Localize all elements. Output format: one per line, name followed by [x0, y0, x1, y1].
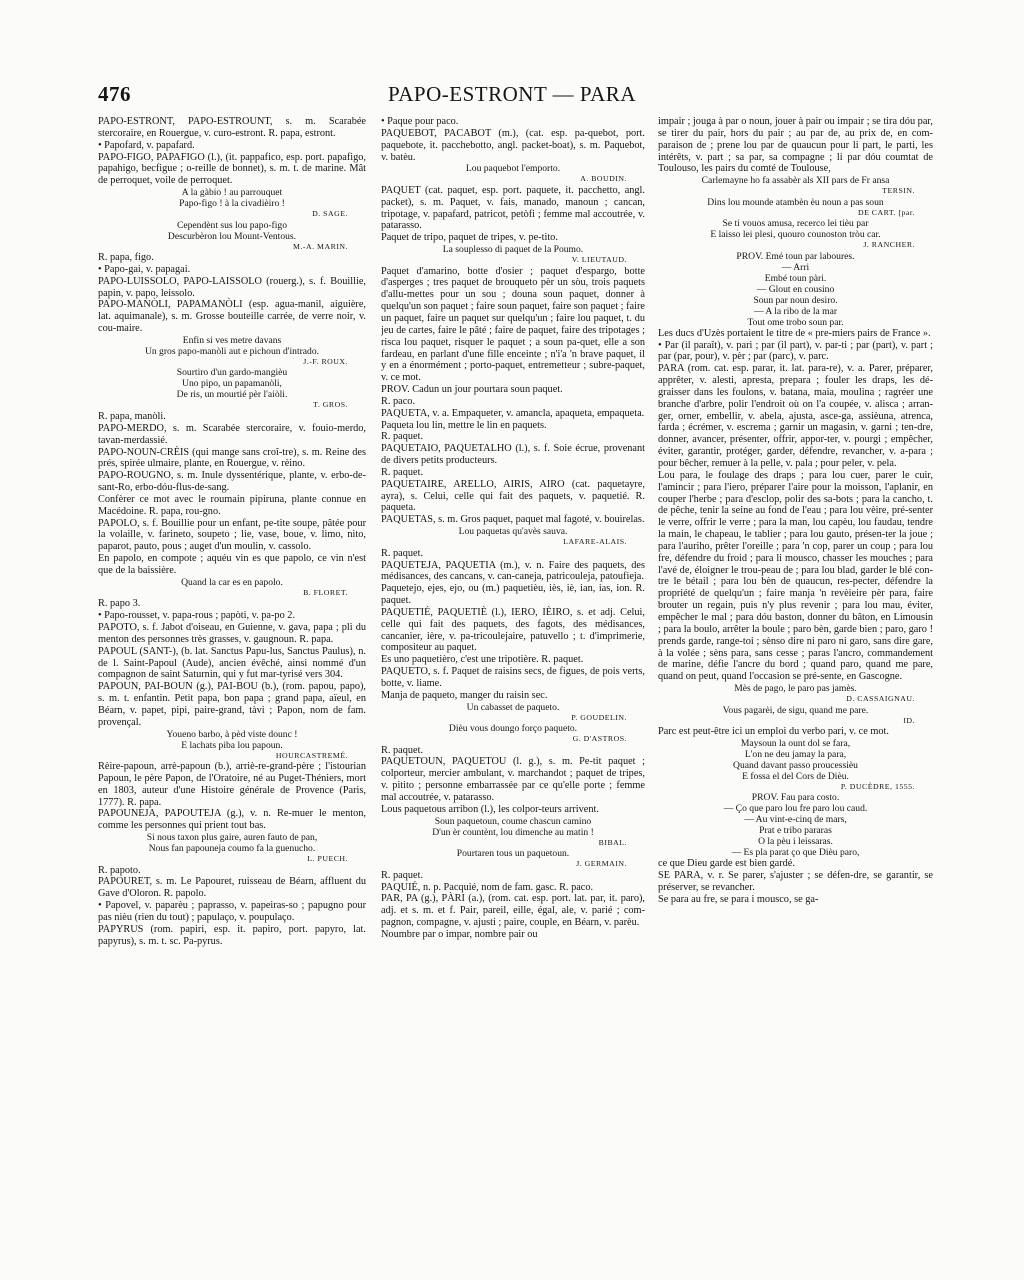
- entry-paragraph: PAPOUL (SANT-), (b. lat. Sanctus Papu-lus, Sanctus Paulus), n. de l. Saint-Papoul (Aude), ancien évêché, ainsi nommé d'un compagnon de saint Saturnin, qui y fut mar-tyrisé vers 304.: [98, 645, 366, 681]
- quotation-author: G. D'ASTROS.: [572, 734, 627, 744]
- entry-paragraph: • Paque pour paco.: [381, 116, 459, 127]
- quotation-line: Enfin si ves metre davans: [182, 334, 282, 346]
- entry-paragraph: Es uno paquetièro, c'est une tripotière. R. paquet.: [381, 654, 584, 666]
- quotation-line: PROV. Emé toun par laboures.: [736, 250, 855, 262]
- quotation-line: L'on ne deu jamay la para,: [744, 748, 847, 760]
- entry-paragraph: R. paquet.: [381, 869, 424, 881]
- entry-paragraph: Les ducs d'Uzès portaient le titre de « pre-miers pairs de France ».: [658, 327, 931, 339]
- quotation-author: P. GOUDELIN.: [571, 712, 627, 722]
- quotation-line: Uno pipo, un papamanòli,: [182, 378, 282, 390]
- quotation-line: — Arri: [781, 261, 810, 273]
- quotation-line: Soun paquetoun, coume chascun camino: [434, 815, 592, 827]
- entry-paragraph: R. papa, figo.: [98, 252, 154, 264]
- quotation-line: E laisso lei plesi, quouro counoston tròu car.: [710, 229, 881, 241]
- entry-paragraph: • Par (il paraît), v. pari ; par (il part), v. par-ti ; par (part), v. part ; par (par, pour), v. pèr ; par (parc), v. parc.: [658, 339, 933, 363]
- quotation-author: B. FLORET.: [303, 587, 348, 597]
- quotation-line: Prat e tribo pararas: [759, 825, 832, 837]
- quotation-line: De ris, un mourtié pèr l'aiòli.: [176, 389, 288, 401]
- entry-paragraph: PAQUETAIO, PAQUETALHO (l.), s. f. Soie écrue, provenant de divers petits producteurs.: [381, 443, 645, 467]
- quotation-line: — Es pla parat ço que Dièu paro,: [731, 847, 860, 859]
- page-header: [0, 82, 1024, 112]
- quotation-line: Nous fan papouneja coumo fa la guenucho.: [148, 843, 316, 855]
- entry-paragraph: • Papo-rousset, v. papa-rous ; papòti, v. pa-po 2.: [98, 610, 296, 622]
- quotation-author: D. SAGE.: [312, 209, 348, 219]
- entry-paragraph: R. paco.: [381, 395, 416, 407]
- quotation-line: PROV. Fau para costo.: [751, 792, 840, 804]
- entry-paragraph: SE PARA, v. r. Se parer, s'ajuster ; se défen-dre, se garantir, se préserver, se revancher.: [658, 870, 933, 894]
- entry-paragraph: PAPO-ESTRONT, PAPO-ESTROUNT, s. m. Scarabée stercoraire, en Rouergue, v. curo-estront. R. papa, estront.: [98, 116, 366, 139]
- quotation-author: J. GERMAIN.: [576, 859, 627, 869]
- entry-paragraph: PAPO-MANÒLI, PAPAMANÒLI (esp. agua-manil, aiguière, lat. aquimanale), s. m. Grosse bouteille carrée, de verre noir, v. cou-maire.: [98, 299, 366, 335]
- quotation-line: Maysoun la ount dol se fara,: [740, 737, 851, 749]
- entry-paragraph: PAQUETAIRE, ARELLO, AIRIS, AIRO (cat. paquetayre, ayra), s. Celui, celle qui fait des paquets, v. paquetié. R. paqueta.: [381, 478, 645, 514]
- quotation-author: HOURCASTREMÉ.: [275, 750, 348, 760]
- entry-paragraph: En papolo, en compote ; aquéu vin es que papolo, ce vin n'est que de la baissière.: [98, 553, 366, 576]
- entry-paragraph: Paqueta lou lin, mettre le lin en paquets.: [381, 419, 547, 431]
- quotation-line: Tout ome trobo soun par.: [747, 316, 844, 328]
- entry-paragraph: Paquet d'amarino, botte d'osier ; paquet d'espargo, botte d'asperges ; tres paquet de brouqueto pèr un sòu, trois paquets d'allu-mettes pour un sou ; douna soun paquet, donner à quelqu'un son paquet ; faire soun paquet, faire son paquet ; faire un paquet, faire un paquet sur quelqu'un ; faire lou paquet, t. du jeu de cartes, faire le pâté ; faire de paquet, faire des tripotages ; risca lou paquet, risquer le paquet ; a soun pa-quet, elle a son fardeau, en parlant d'une fille enceinte ; n'i'a 'n brave paquet, il y en a énormément ; porto-paquet, entremetteur ; subre-paquet, v. ce mot.: [381, 265, 645, 384]
- entry-paragraph: PAR, PA (g.), PÀRI (a.), (rom. cat. esp. port. lat. par, it. paro), adj. et s. m. et f. Pair, pareil, eille, égal, ale, v. parié ; com-pagnon, compagne, v. ajusti ; paire, couple, en Béarn, v. parèu.: [381, 893, 645, 929]
- entry-paragraph: Lous paquetous arribon (l.), les colpor-teurs arrivent.: [381, 803, 599, 815]
- entry-paragraph: R. papo 3.: [98, 598, 141, 610]
- quotation-author: J. RANCHER.: [863, 240, 915, 250]
- quotation-author: LAFARE-ALAIS.: [563, 537, 627, 547]
- entry-paragraph: Se para au fre, se para i mousco, se ga-: [658, 893, 819, 905]
- quotation-line: Youeno barbo, à pèd viste dounc !: [166, 728, 298, 740]
- entry-paragraph: R. paquet.: [381, 744, 424, 756]
- entry-paragraph: Lou para, le foulage des draps ; para lou cuer, parer le cuir, l'amincir ; para l'iero, préparer l'aire pour la moisson, l'aplanir, en couper l'herbe ; para d'esclop, polir des sa-bots ; para la cancho, t. de pêche, tenir la seine au fond de l'eau ; para lou vèire, pré-senter le verre, offrir le verre ; para la man, lou capèu, lou faudau, tendre la main, le chapeau, le tablier ; para lou gauto, présen-ter la joue ; para l'auriho, prêter l'oreille ; para 'n cop, parer un coup ; para lou fre, défendre du froid ; para li mousco, chasser les mouches ; para l'avé de, éloigner le trou-peau de ; para lou blad, garder le blé con-tre le bétail ; para lou bèn de quaucun, res-pecter, défendre la propriété de quelqu'un ; faire manja 'n revèieire pèr para, faire brouter un regain, puis n'y plus revenir ; para lou mau, éviter, empêcher le mal ; para dóu baston, donner du bâton, en Limousin ; para la boulo, arrêter la boule ; paro bèn, garde bien ; paro, garo ! prends garde, range-toi ; sènso dire ni paro ni garo, sans dire gare, à la volée ; sèns para, sans cesse ; paras l'ancro, commandement de marine, défie l'ancre du bord ; quand paro, quand me pare, quand on peut, quand l'occasion se pré-sente, en Gascogne.: [658, 469, 933, 683]
- entry-paragraph: PAPYRUS (rom. papiri, esp. it. papiro, port. papyro, lat. papyrus), s. m. t. sc. Pa-pyrus.: [98, 923, 366, 947]
- entry-paragraph: PROV. Cadun un jour pourtara soun paquet.: [381, 384, 563, 396]
- entry-paragraph: PAPOURET, s. m. Le Papouret, ruisseau de Béarn, affluent du Gave d'Oloron. R. papolo.: [98, 876, 366, 900]
- entry-paragraph: PAPOUN, PAI-BOUN (g.), PAI-BOU (b.), (rom. papou, papo), s. m. t. enfantin. Petit papa, bon papa ; grand papa, aïeul, en Béarn, v. papet, pipi, paire-grand, tàvi ; Papon, nom de fam. provençal.: [98, 681, 366, 728]
- quotation-line: La souplesso di paquet de la Poumo.: [442, 244, 584, 256]
- column-right: [658, 116, 933, 1218]
- entry-paragraph: ce que Dieu garde est bien gardé.: [658, 858, 795, 870]
- entry-paragraph: PAQUEBOT, PACABOT (m.), (cat. esp. pa-quebot, port. paquebote, it. pacchebotto, angl. packet-boat), s. m. Paquebot, v. batèu.: [381, 127, 645, 163]
- quotation-line: — Glout en cousino: [756, 283, 835, 295]
- entry-paragraph: PAQUETA, v. a. Empaqueter, v. amancla, apaqueta, empaqueta.: [381, 407, 645, 419]
- entry-paragraph: Paquetejo, ejes, ejo, ou (m.) paquetièu, iès, iè, ian, ias, ion. R. paquet.: [381, 583, 645, 607]
- entry-paragraph: R. paquet.: [381, 547, 424, 559]
- quotation-line: Papo-figo ! à la civadièiro !: [179, 198, 285, 210]
- entry-paragraph: Parc est peut-être ici un emploi du verbo pari, v. ce mot.: [658, 726, 889, 738]
- quotation-line: Mès de pago, le paro pas jamès.: [734, 683, 857, 695]
- entry-paragraph: R. papoto.: [98, 864, 141, 876]
- quotation-line: Descurbèron lou Mount-Ventous.: [167, 230, 297, 242]
- quotation-line: Lou paquetas qu'avès sauva.: [458, 526, 568, 538]
- entry-paragraph: • Papovel, v. paparèu ; paprasso, v. papeiras-so ; papugno pour pas nièu (rien du tout) ; papulaço, v. poupulaço.: [98, 900, 366, 923]
- quotation-author: L. PUECH.: [307, 854, 348, 864]
- quotation-line: Pourtaren tous un paquetoun.: [456, 848, 570, 860]
- quotation-line: Sourtiro d'un gardo-mangièu: [176, 367, 288, 379]
- entry-paragraph: impair ; jouga à par o noun, jouer à pair ou impair ; se tira dóu par, se tirer du pair, hors du pair ; au par de, au prix de, en com-paraison de ; prene lou par de quaucun pour li part, le parti, les intérêts, v. part ; sa par, sa compagne ; li par dóu coumtat de Toulouso, les pairs du comté de Toulouse,: [658, 116, 933, 175]
- quotation-line: Dièu vous doungo forço paqueto.: [448, 723, 578, 735]
- quotation-author: V. LIEUTAUD.: [571, 255, 627, 265]
- entry-paragraph: PARA (rom. cat. esp. parar, it. lat. para-re), v. a. Parer, préparer, apprêter, v. alesti, apresta, prepara ; fouler les draps, les dé-graisser dans les foulons, v. batana, maia, moulina ; ragréer une branche d'arbre, polir l'endroit où on l'a coupée, v. alisca ; arran-ger, orner, embellir, v. abela, ajusta, asce-ga, assièuna, atrenca, farda ; écrémer, v. escrema ; garnir un magasin, v. garni ; ten-dre, donner, avancer, présenter, offrir, appor-ter, v. pourgi ; empêcher, éviter, garantir, protéger, garder, défendre, revancher, v. a-para ; pour bêcher, remuer à la pelle, v. pala ; pour peler, v. pela.: [658, 363, 933, 469]
- quotation-line: Dins lou mounde atambèn èu noun a pas soun: [707, 196, 884, 208]
- entry-paragraph: Manja de paqueto, manger du raisin sec.: [381, 689, 548, 701]
- entry-paragraph: Rèire-papoun, arrè-papoun (b.), arriè-re-grand-père ; l'istourian Papoun, le père Papon, de l'Oratoire, né au Puget-Théniers, mort en 1803, auteur d'une Histoire générale de Provence (Paris, 1777). R. papa.: [98, 761, 366, 808]
- entry-paragraph: PAPO-LUISSOLO, PAPO-LAISSOLO (rouerg.), s. f. Bouillie, papin, v. papo, leissolo.: [98, 275, 366, 299]
- quotation-line: Embé toun pàri.: [764, 272, 827, 284]
- quotation-line: — Ço que paro lou fre paro lou caud.: [723, 803, 868, 815]
- quotation-line: Un gros papo-manòli aut e pichoun d'intrado.: [144, 345, 320, 357]
- quotation-line: O la pèu i leissaras.: [758, 836, 833, 848]
- page-number: 476: [98, 82, 131, 106]
- entry-paragraph: PAQUETAS, s. m. Gros paquet, paquet mal fagoté, v. bouirelas.: [381, 514, 645, 526]
- entry-paragraph: PAPOLO, s. f. Bouillie pour un enfant, pe-tite soupe, pâtée pour la volaille, v. farineto, soupeto ; lie, vase, boue, v. limo, nito, paparot, pauto, pous ; auget d'un moulin, v. cassolo.: [98, 517, 366, 553]
- entry-paragraph: • Papo-gai, v. papagai.: [98, 263, 191, 275]
- quotation-line: Quand davant passo proucessièu: [733, 759, 858, 771]
- quotation-author: BIBAL.: [598, 837, 627, 847]
- entry-paragraph: PAQUIÉ, n. p. Pacquié, nom de fam. gasc. R. paco.: [381, 881, 594, 893]
- quotation-line: Si nous taxon plus gaire, auren fauto de pan,: [146, 832, 318, 844]
- quotation-line: — Au vint-e-cinq de mars,: [744, 814, 847, 826]
- entry-paragraph: PAPO-MERDO, s. m. Scarabée stercoraire, v. fouio-merdo, tavan-merdassié.: [98, 422, 366, 446]
- quotation-line: Un cabasset de paqueto.: [466, 701, 560, 713]
- quotation-author: TERSIN.: [882, 186, 915, 196]
- entry-paragraph: Noumbre par o impar, nombre pair ou: [381, 928, 538, 940]
- quotation-author: DE CART. [par.: [857, 207, 915, 217]
- entry-paragraph: PAPOTO, s. f. Jabot d'oiseau, en Guienne, v. gava, papa ; pli du menton des personnes très grasses, v. gaugnoun. R. papa.: [98, 621, 366, 645]
- quotation-author: P. DUCÈDRE, 1555.: [840, 781, 915, 791]
- quotation-line: E lachats piba lou papoun.: [181, 739, 283, 751]
- entry-paragraph: PAPO-FIGO, PAPAFIGO (l.), (it. pappafico, esp. port. papafigo, papahigo, becfigue ; o-reille de bonnet), s. m. t. de marine. Mât de perroquet, voile de perroquet.: [98, 151, 366, 187]
- entry-paragraph: R. papa, manòli.: [98, 410, 166, 422]
- quotation-line: Soun par noun desiro.: [753, 294, 838, 306]
- quotation-author: ID.: [903, 715, 915, 725]
- quotation-line: Vous pagarèi, de sigu, quand me pare.: [722, 704, 869, 716]
- entry-paragraph: PAPOUNEJA, PAPOUTEJA (g.), v. n. Re-muer le menton, comme les personnes qui prient tout bas.: [98, 808, 366, 832]
- entry-paragraph: PAQUETIÉ, PAQUETIÈ (l.), IERO, IÈIRO, s. et adj. Celui, celle qui fait des paquets, des fagots, des médisances, cancanier, ière, v. pa-tricoulejaire, patuvello ; t. d'imprimerie, compositeur au paquet.: [381, 606, 645, 654]
- entry-paragraph: Paquet de tripo, paquet de tripes, v. pe-tito.: [381, 232, 558, 244]
- quotation-line: — A la ribo de la mar: [753, 305, 838, 317]
- entry-paragraph: R. paquet.: [381, 431, 424, 443]
- quotation-line: A la gàbio ! au parrouquet: [181, 187, 283, 199]
- quotation-author: J.-F. ROUX.: [303, 356, 348, 366]
- entry-paragraph: PAPO-NOUN-CRÈIS (qui mange sans croî-tre), s. m. Reine des prés, spirée ulmaire, plante, en Rouergue, v. rèino.: [98, 446, 366, 470]
- quotation-author: A. BOUDIN.: [580, 174, 627, 184]
- entry-paragraph: PAQUETO, s. f. Paquet de raisins secs, de figues, de pois verts, botte, v. liame.: [381, 666, 645, 689]
- entry-paragraph: PAQUET (cat. paquet, esp. port. paquete, it. pacchetto, angl. packet), s. m. Paquet, v. fais, manado, manoun ; cancan, tripotage, v. papafard, patricot, petòfi ; femme mal accoutrée, v. patarasso.: [381, 184, 645, 232]
- column-left: [98, 116, 366, 1218]
- quotation-line: Se ti vouos amusa, recerco lei tièu par: [722, 218, 869, 230]
- column-middle: [381, 116, 645, 1218]
- quotation-line: Cependènt sus lou papo-figo: [176, 219, 288, 231]
- entry-paragraph: R. paquet.: [381, 466, 424, 478]
- quotation-author: D. CASSAIGNAU.: [846, 694, 915, 704]
- entry-paragraph: Confèrer ce mot avec le roumain pipiruna, plante connue en Macédoine. R. papa, rou-gno.: [98, 493, 366, 517]
- quotation-line: Lou paquebot l'emporto.: [465, 163, 561, 175]
- quotation-author: T. GROS.: [313, 400, 348, 410]
- quotation-line: Quand la car es en papolo.: [181, 576, 283, 588]
- entry-paragraph: • Papofard, v. papafard.: [98, 139, 195, 151]
- quotation-author: M.-A. MARIN.: [293, 241, 348, 251]
- entry-paragraph: PAQUETEJA, PAQUETIA (m.), v. n. Faire des paquets, des médisances, des cancans, v. can-caneja, patricouleja, patoufieja.: [381, 559, 645, 583]
- entry-paragraph: PAPO-ROUGNO, s. m. Inule dyssentérique, plante, v. erbo-de-sant-Ro, erbo-dóu-flus-de-sang.: [98, 470, 366, 494]
- quotation-line: D'un èr countènt, lou dimenche au matin !: [432, 826, 594, 838]
- quotation-line: Carlemayne ho fa assabèr als XII pars de Fr ansa: [701, 175, 890, 187]
- entry-paragraph: PAQUETOUN, PAQUETOU (l. g.), s. m. Pe-tit paquet ; colporteur, mercier ambulant, v. marchandot ; paquet de tripes, v. pitito ; personne embarrassée par ce qu'elle porte ; femme mal accoutrée, v. patarasso.: [381, 756, 645, 803]
- quotation-line: E fossa el del Cors de Dièu.: [742, 770, 849, 782]
- running-head: PAPO-ESTRONT — PARA: [388, 82, 636, 106]
